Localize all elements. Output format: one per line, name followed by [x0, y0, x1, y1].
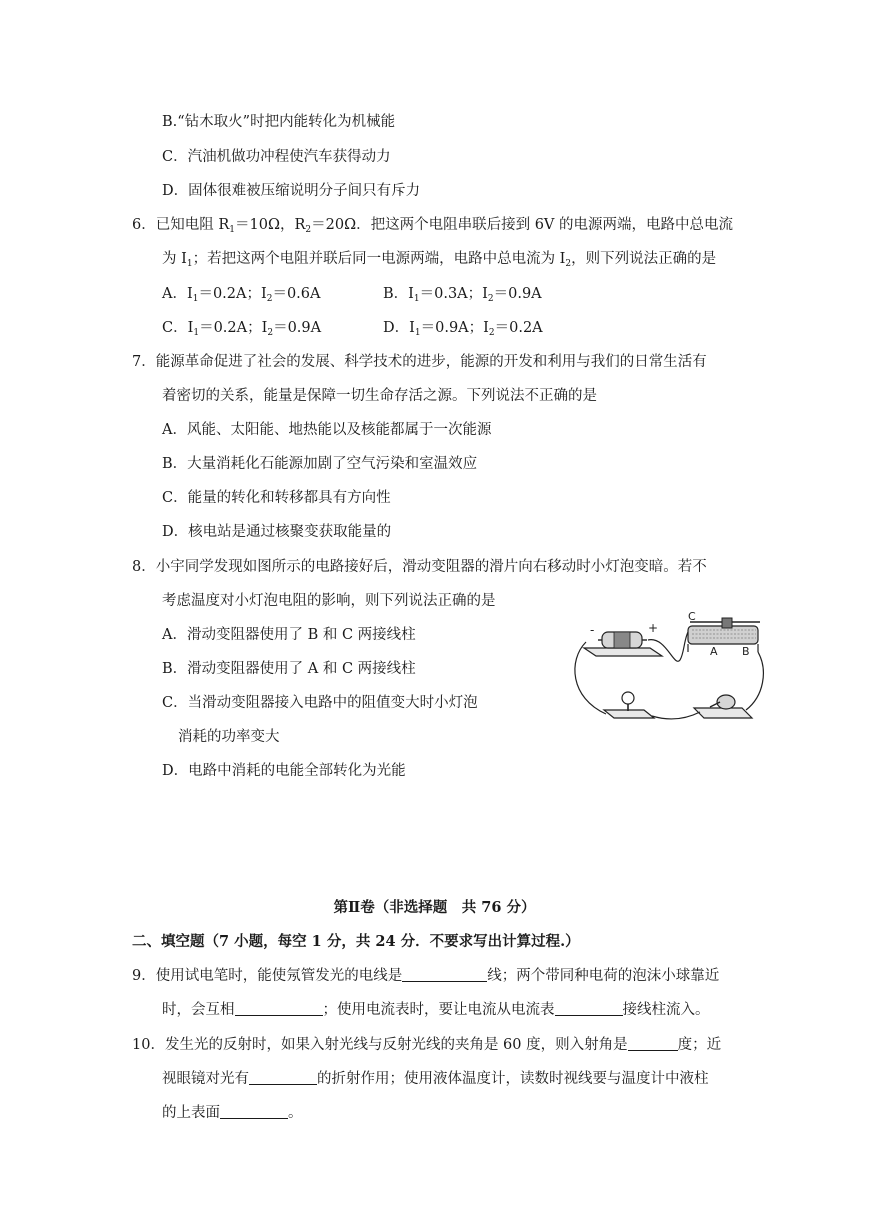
q5-option-b: B.“钻木取火”时把内能转化为机械能 [162, 114, 396, 130]
q7-option-b: B．大量消耗化石能源加剧了空气污染和室温效应 [162, 456, 478, 472]
q10-text: 的上表面 [162, 1105, 220, 1121]
i-label: I [186, 286, 193, 302]
answer-blank[interactable] [402, 967, 487, 982]
q10-text: 的折射作用；使用液体温度计，读数时视线要与温度计中液柱 [317, 1071, 709, 1087]
q10-text: 。 [288, 1105, 303, 1121]
i-label: I [409, 320, 415, 336]
q9-text: 9．使用试电笔时，能使氖管发光的电线是 [132, 968, 403, 984]
option-value: ＝0.9A [273, 320, 322, 336]
option-letter: B． [383, 286, 409, 302]
q9-line2 [162, 1000, 710, 1020]
minus-sign: - [590, 623, 595, 637]
q9-text: 时，会互相 [162, 1002, 235, 1018]
option-letter: D． [383, 320, 410, 336]
q7-stem-line2: 着密切的关系，能量是保障一切生命存活之源。下列说法不正确的是 [162, 388, 597, 404]
q6-text: ，则下列说法正确的是 [571, 251, 717, 267]
bulb [604, 692, 654, 718]
q6-text: ＝10Ω，R [235, 217, 306, 233]
q8-option-b: B．滑动变阻器使用了 A 和 C 两接线柱 [162, 661, 416, 677]
i-label: I [261, 320, 268, 336]
q8-option-d: D．电路中消耗的电能全部转化为光能 [162, 763, 406, 779]
q6-text: ；若把这两个电阻并联后同一电源两端，电路中总电流为 I [192, 251, 566, 267]
q7-option-d: D．核电站是通过核聚变获取能量的 [162, 524, 392, 540]
q7-option-a: A．风能、太阳能、地热能以及核能都属于一次能源 [162, 422, 492, 438]
subscript: 1 [229, 225, 235, 235]
q8-option-a: A．滑动变阻器使用了 B 和 C 两接线柱 [162, 627, 416, 643]
subscript: 2 [267, 328, 274, 338]
q10-text: 度；近 [677, 1037, 722, 1053]
subscript: 1 [193, 328, 200, 338]
i-label: I [187, 320, 194, 336]
part-two-title: 第Ⅱ卷（非选择题 共 76 分） [333, 899, 536, 916]
q7-option-c: C．能量的转化和转移都具有方向性 [162, 490, 391, 506]
i-label: I [260, 286, 267, 302]
q6-stem-line1 [132, 215, 733, 240]
q9-line1 [132, 966, 719, 986]
i-label: I [483, 320, 489, 336]
answer-blank[interactable] [220, 1104, 288, 1119]
subscript: 2 [487, 294, 494, 304]
label-b: B [742, 645, 750, 658]
q6-text: ＝20Ω．把这两个电阻串联后接到 6V 的电源两端，电路中总电流 [311, 217, 734, 233]
q9-text: ；使用电流表时，要让电流从电流表 [322, 1002, 555, 1018]
q6-stem-line2 [162, 249, 716, 274]
q6-text: 为 I [162, 251, 187, 267]
q7-stem-line1: 7．能源革命促进了社会的发展、科学技术的进步，能源的开发和利用与我们的日常生活有 [132, 354, 707, 370]
option-letter: A． [162, 286, 187, 302]
label-c: C [688, 610, 696, 623]
i-label: I [482, 286, 488, 302]
option-value: ＝0.6A [272, 286, 321, 302]
plus-sign: + [648, 621, 659, 635]
subscript: 1 [186, 259, 193, 269]
section-heading: 二、填空题（7 小题，每空 1 分，共 24 分．不要求写出计算过程.） [132, 933, 580, 950]
q8-option-c-line2: 消耗的功率变大 [178, 729, 280, 745]
q10-text: 10．发生光的反射时，如果入射光线与反射光线的夹角是 60 度，则入射角是 [132, 1037, 628, 1053]
battery [584, 632, 662, 656]
q9-text: 接线柱流入。 [622, 1002, 710, 1018]
subscript: 2 [305, 225, 312, 235]
i-label: I [408, 286, 414, 302]
subscript: 1 [413, 294, 420, 304]
answer-blank[interactable] [235, 1001, 323, 1016]
subscript: 2 [565, 259, 572, 269]
q6-text: 6．已知电阻 R [132, 217, 230, 233]
switch [694, 695, 752, 718]
option-value: ＝0.9A [493, 286, 542, 302]
q9-text: 线；两个带同种电荷的泡沫小球靠近 [487, 968, 720, 984]
q6-option-c [162, 318, 321, 343]
q6-option-d [383, 318, 543, 343]
q8-stem-line1: 8．小宇同学发现如图所示的电路接好后，滑动变阻器的滑片向右移动时小灯泡变暗。若不 [132, 559, 707, 575]
q10-line1 [132, 1035, 721, 1055]
subscript: 1 [192, 294, 199, 304]
option-value: ＝0.9A； [420, 320, 484, 336]
circuit-diagram [570, 610, 770, 734]
q5-option-d: D．固体很难被压缩说明分子间只有斥力 [162, 183, 421, 199]
q6-option-a [162, 284, 320, 309]
subscript: 1 [414, 328, 421, 338]
option-value: ＝0.2A； [198, 286, 261, 302]
option-value: ＝0.2A； [199, 320, 262, 336]
q6-option-b [383, 284, 542, 309]
q5-option-c: C．汽油机做功冲程使汽车获得动力 [162, 149, 391, 165]
q8-option-c-line1: C．当滑动变阻器接入电路中的阻值变大时小灯泡 [162, 695, 478, 711]
option-letter: C． [162, 320, 188, 336]
label-a: A [710, 645, 718, 658]
q10-line3 [162, 1103, 303, 1123]
subscript: 2 [488, 328, 495, 338]
answer-blank[interactable] [249, 1070, 317, 1085]
option-value: ＝0.3A； [419, 286, 483, 302]
q10-line2 [162, 1069, 709, 1089]
subscript: 2 [266, 294, 273, 304]
option-value: ＝0.2A [494, 320, 543, 336]
answer-blank[interactable] [555, 1001, 623, 1016]
q8-stem-line2: 考虑温度对小灯泡电阻的影响，则下列说法正确的是 [162, 593, 496, 609]
q10-text: 视眼镜对光有 [162, 1071, 249, 1087]
answer-blank[interactable] [628, 1036, 678, 1051]
